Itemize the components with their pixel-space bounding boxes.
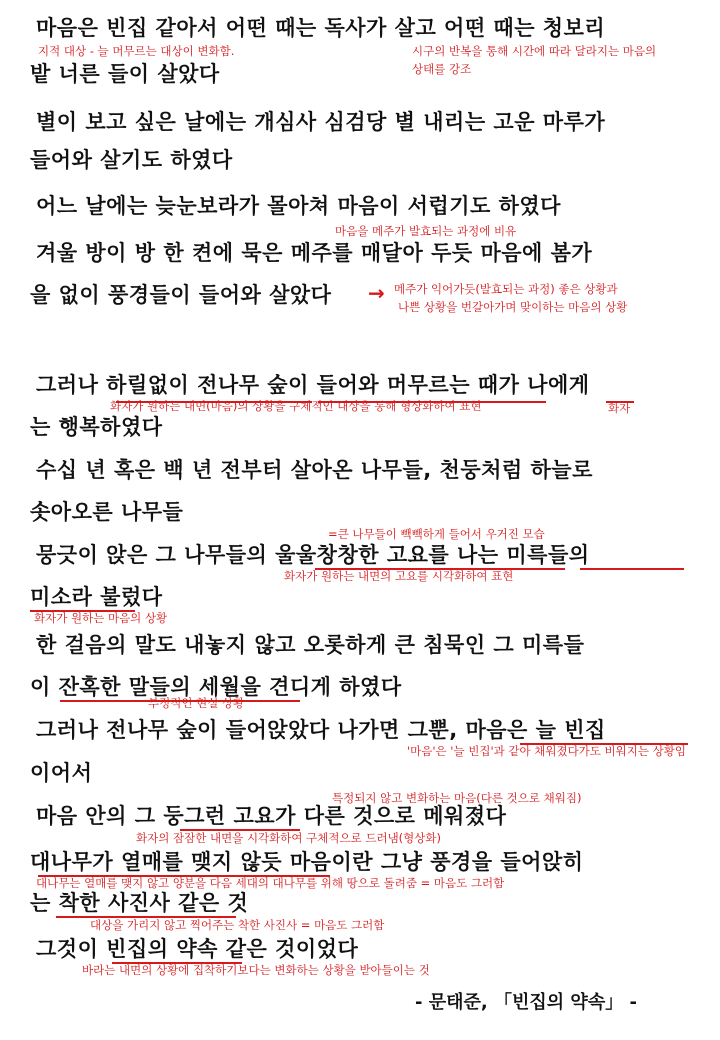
annotation-14: 대나무는 열매를 맺지 않고 양분을 다음 세대의 대나무를 위해 땅으로 돌려줌 = 마음도 그러함 <box>36 876 505 890</box>
annotation-16: 바라는 내면의 상황에 집착하기보다는 변화하는 상황을 받아들이는 것 <box>82 963 430 977</box>
annotation-6: 화자 <box>608 401 631 415</box>
annotation-7: =큰 나무들이 빽빽하게 들어서 우거진 모습 <box>328 527 545 541</box>
poem-line-2: 밭 너른 들이 살았다 <box>30 62 220 86</box>
annotation-12: 특정되지 않고 변화하는 마음(다른 것으로 채워짐) <box>332 791 582 805</box>
poem-line-18: 마음 안의 그 둥그런 고요가 다른 것으로 메워졌다 <box>36 804 507 828</box>
poem-line-7: 을 없이 풍경들이 들어와 살았다 <box>30 283 332 307</box>
annotation-15: 대상을 가리지 않고 찍어주는 착한 사진사 = 마음도 그러함 <box>90 918 385 932</box>
poem-line-17: 이어서 <box>30 761 93 785</box>
annotation-9: 화자가 원하는 마음의 상황 <box>34 611 168 625</box>
citation: - 문태준, 「빈집의 약속」 - <box>415 992 637 1013</box>
underline-mireukdeul <box>580 568 684 570</box>
annotation-2b: 상태를 강조 <box>412 62 472 76</box>
arrow-icon: → <box>368 281 385 305</box>
poem-line-3: 별이 보고 싶은 날에는 개심사 심검당 별 내리는 고운 마루가 <box>36 110 606 134</box>
poem-line-13: 미소라 불렀다 <box>30 585 163 609</box>
poem-line-9: 는 행복하였다 <box>30 415 163 439</box>
annotation-5: 화자가 원하는 내면(마음)의 상황을 구체적인 대상을 통해 형상화하여 표현 <box>110 399 482 413</box>
annotation-13: 화자의 잠잠한 내면을 시각화하여 구체적으로 드러냄(형상화) <box>136 831 441 845</box>
poem-line-8: 그러나 하릴없이 전나무 숲이 들어와 머무르는 때가 나에게 <box>36 373 590 397</box>
annotation-11: '마음'은 '늘 빈집'과 같아 채워졌다가도 비워지는 상황임 <box>407 744 686 758</box>
annotation-8: 화자가 원하는 내면의 고요를 시각화하여 표현 <box>284 569 514 583</box>
poem-line-1: 마음은 빈집 같아서 어떤 때는 독사가 살고 어떤 때는 청보리 <box>36 16 606 40</box>
poem-line-20: 는 착한 사진사 같은 것 <box>30 891 249 915</box>
poem-line-15: 이 잔혹한 말들의 세월을 견디게 하였다 <box>30 675 402 699</box>
annotation-2: 시구의 반복을 통해 시간에 따라 달라지는 마음의 <box>412 44 657 58</box>
poem-line-21: 그것이 빈집의 약속 같은 것이었다 <box>36 937 359 961</box>
poem-line-16: 그러나 전나무 숲이 들어앉았다 나가면 그뿐, 마음은 늘 빈집 <box>36 718 606 742</box>
poem-line-11: 솟아오른 나무들 <box>30 500 184 524</box>
poem-line-5: 어느 날에는 늦눈보라가 몰아쳐 마음이 서럽기도 하였다 <box>36 194 561 218</box>
poem-line-12: 뭉긋이 앉은 그 나무들의 울울창창한 고요를 나는 미륵들의 <box>36 543 590 567</box>
poem-line-4: 들어와 살기도 하였다 <box>30 148 233 172</box>
annotation-4b: 나쁜 상황을 번갈아가며 맞이하는 마음의 상황 <box>398 300 628 314</box>
annotation-3: 마음을 메주가 발효되는 과정에 비유 <box>335 224 517 238</box>
poem-line-10: 수십 년 혹은 백 년 전부터 살아온 나무들, 천둥처럼 하늘로 <box>36 458 593 482</box>
poem-line-6: 겨울 방이 방 한 켠에 묵은 메주를 매달아 두듯 마음에 봄가 <box>36 241 593 265</box>
annotation-4: 메주가 익어가듯(발효되는 과정) 좋은 상황과 <box>394 282 618 296</box>
poem-line-19: 대나무가 열매를 맺지 않듯 마음이란 그냥 풍경을 들어앉히 <box>30 850 584 874</box>
annotation-1: 지적 대상 - 늘 머무르는 대상이 변화함. <box>38 44 235 58</box>
poem-line-14: 한 걸음의 말도 내놓지 않고 오롯하게 큰 침묵인 그 미륵들 <box>36 633 585 657</box>
annotation-10: 부정적인 현실 상황 <box>148 696 245 710</box>
